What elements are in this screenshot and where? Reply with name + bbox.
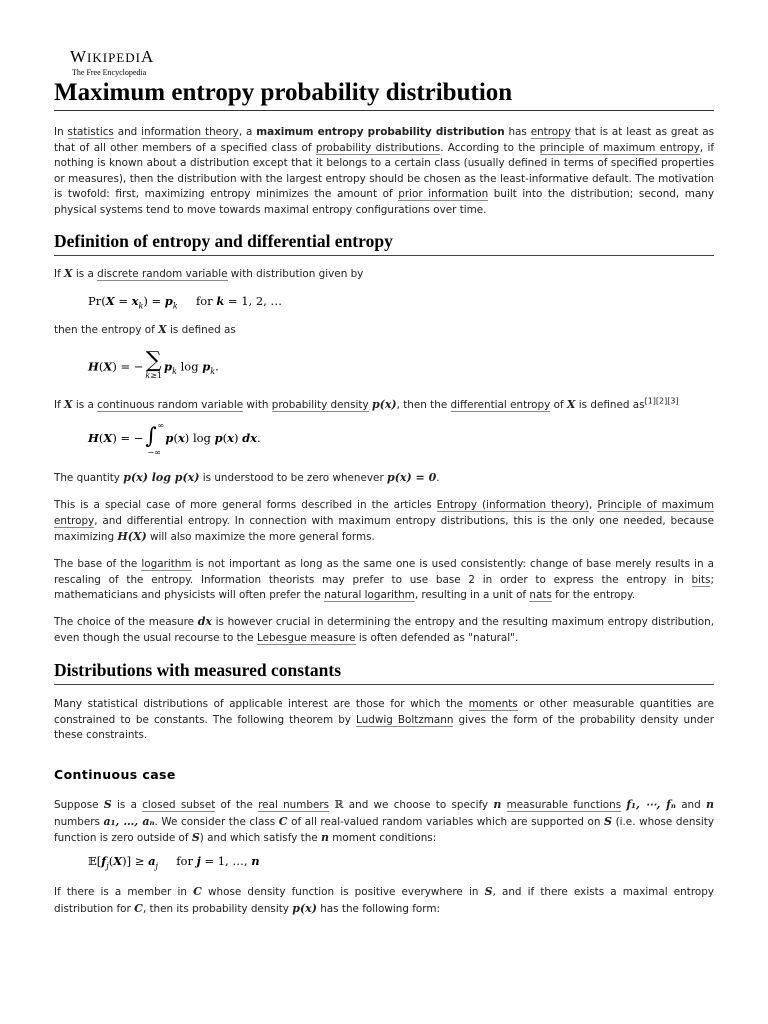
link-entropy-information-theory[interactable]: Entropy (information theory) — [436, 499, 589, 511]
link-discrete-random-variable[interactable]: discrete random variable — [97, 268, 228, 280]
def-paragraph-7: The choice of the measure dx is however crucial in determining the entropy and the resulting maximum entropy distribution, even though the usual recourse to the Lebesgue measure is often defended as "natural". — [54, 615, 715, 644]
citation-refs[interactable]: [1][2][3] — [644, 396, 679, 406]
link-probability-density[interactable]: probability density — [271, 399, 369, 411]
equation-discrete-pmf: $Pr(X = x_k) = p_k$ for k = 1, 2, … — [88, 294, 282, 311]
link-nats[interactable]: nats — [529, 589, 552, 602]
bold-term: maximum entropy probability distribution — [256, 126, 505, 138]
def-paragraph-6: The base of the logarithm is not important as long as the same one is used consistently: change of base merely results in a rescaling of the entropy. Information theorists may prefer to use base 2 in order to express the entropy in bits; mathematicians and physicists will often prefer the natural logarithm, resulting in a unit of nats for the entropy. — [54, 558, 714, 602]
intro-paragraph: In statistics and information theory, a maximum entropy probability distribution has entropy that is at least as great as that of all other members of a specified class of probability distributions. According to the principle of maximum entropy, if nothing is known about a distribution except that it belongs to a certain class (usually defined in terms of specified properties or measures), then the distribution with the largest entropy should be chosen as the least-informative default. The motivation is twofold: first, maximizing entropy minimizes the amount of prior information built into the distribution; second, many physical systems tend to move towards maximal entropy configurations over time. — [54, 126, 715, 216]
link-continuous-random-variable[interactable]: continuous random variable — [97, 399, 244, 411]
link-logarithm[interactable]: logarithm — [141, 558, 192, 570]
equation-discrete-entropy: H(X) = − ∑ $^{k\ge 1}p_k$ $\log p_k$. — [88, 348, 219, 380]
logo-wordmark: WIKIPEDIA — [70, 47, 155, 66]
page-title: Maximum entropy probability distribution — [54, 78, 714, 111]
link-measurable-functions[interactable]: measurable functions — [506, 799, 622, 811]
link-moments[interactable]: moments — [468, 698, 518, 710]
def-paragraph-5: This is a special case of more general forms described in the articles Entropy (information theory), Principle of maximum entropy, and differential entropy. In connection with maximum entropy distributions, this is the only one needed, because maximizing H(X) will also maximize the more general forms. — [54, 499, 715, 544]
constants-paragraph: Many statistical distributions of applicable interest are those for which the moments or other measurable quantities are constrained to be constants. The following theorem by Ludwig Boltzmann gives the form of the probability density under these constraints. — [54, 698, 714, 742]
link-principle-max-entropy[interactable]: principle of maximum entropy — [539, 141, 700, 154]
link-natural-logarithm[interactable]: natural logarithm — [324, 589, 415, 602]
logo-tagline: The Free Encyclopedia — [72, 68, 147, 77]
def-paragraph-2: then the entropy of X is defined as — [54, 323, 236, 336]
subsection-heading-continuous: Continuous case — [54, 767, 176, 782]
link-entropy[interactable]: entropy — [530, 126, 571, 138]
wikipedia-logo[interactable] — [70, 48, 154, 77]
link-real-numbers[interactable]: real numbers — [258, 799, 330, 811]
section-heading-measured-constants: Distributions with measured constants — [54, 659, 714, 685]
link-closed-subset[interactable]: closed subset — [142, 799, 216, 811]
section-heading-definition: Definition of entropy and differential entropy — [54, 230, 714, 256]
link-ludwig-boltzmann[interactable]: Ludwig Boltzmann — [356, 713, 454, 726]
def-paragraph-3: If X is a continuous random variable with probability density p(x), then the differential entropy of X is defined as[1][2][3] — [54, 396, 679, 411]
link-bits[interactable]: bits — [691, 573, 711, 586]
equation-moment-conditions: $𝔼[f_j(X)] \ge a_j$ for j = 1, …, n — [88, 854, 260, 871]
link-probability-distributions[interactable]: probability distributions — [315, 141, 441, 154]
def-paragraph-1: If X is a discrete random variable with distribution given by — [54, 267, 364, 280]
continuous-paragraph-2: If there is a member in C whose density function is positive everywhere in S, and if there exists a maximal entropy distribution for C, then its probability density p(x) has the following form: — [54, 885, 714, 915]
link-lebesgue-measure[interactable]: Lebesgue measure — [256, 631, 356, 644]
def-paragraph-4: The quantity p(x) log p(x) is understood to be zero whenever p(x) = 0. — [54, 471, 440, 484]
link-information-theory[interactable]: information theory — [141, 126, 239, 138]
link-principle-of-maximum-entropy[interactable]: Principle of maximum entropy — [54, 499, 715, 527]
link-differential-entropy[interactable]: differential entropy — [450, 399, 551, 411]
link-prior-information[interactable]: prior information — [398, 188, 489, 201]
link-statistics[interactable]: statistics — [67, 126, 114, 138]
equation-differential-entropy: H(X) = − ∫ ∞ −∞ p(x) log p(x) dx. — [88, 421, 261, 457]
continuous-paragraph-1: Suppose S is a closed subset of the real numbers ℝ and we choose to specify n measurable functions f₁, ⋯, fₙ and n numbers a₁, …, aₙ. We consider the class C of all real-valued random variables which are supported on S (i.e. whose density function is zero outside of S) and which satisfy the n moment conditions: — [54, 798, 714, 845]
